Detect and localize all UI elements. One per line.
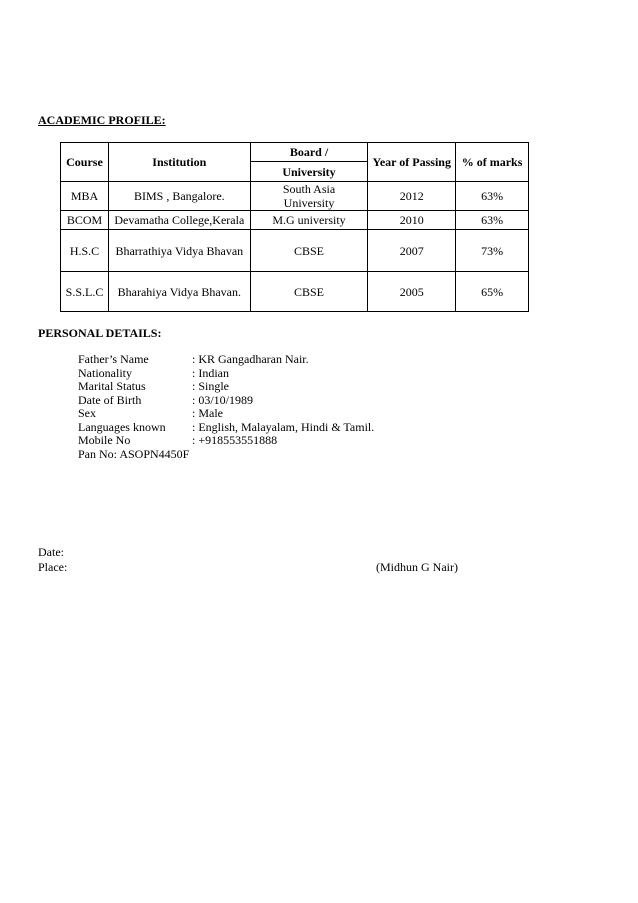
cell-course: BCOM (61, 211, 109, 230)
place-label: Place: (38, 560, 68, 574)
header-year: Year of Passing (368, 143, 456, 182)
detail-value: : KR Gangadharan Nair. (192, 352, 309, 366)
signature-name: (Midhun G Nair) (376, 560, 458, 574)
cell-course: S.S.L.C (61, 272, 109, 312)
cell-year: 2012 (368, 182, 456, 211)
cell-marks: 73% (456, 230, 529, 272)
cell-course: H.S.C (61, 230, 109, 272)
detail-label: Father’s Name (78, 352, 149, 366)
table-row (61, 230, 529, 272)
cell-institution: Bharahiya Vidya Bhavan. (108, 272, 250, 312)
header-university: University (250, 162, 368, 182)
header-marks: % of marks (456, 143, 529, 182)
cell-board-line: University (283, 196, 335, 210)
detail-label: Mobile No (78, 433, 131, 447)
cell-marks: 63% (456, 211, 529, 230)
academic-table (60, 142, 529, 312)
detail-label: Date of Birth (78, 393, 142, 407)
detail-label: Languages known (78, 420, 166, 434)
cell-course: MBA (61, 182, 109, 211)
detail-label: Marital Status (78, 379, 146, 393)
table-row (61, 211, 529, 230)
academic-profile-heading: ACADEMIC PROFILE: (38, 113, 166, 127)
table-row (61, 182, 529, 211)
cell-year: 2007 (368, 230, 456, 272)
cell-board: M.G university (250, 211, 368, 230)
detail-value: : 03/10/1989 (192, 393, 254, 407)
detail-label: Nationality (78, 366, 132, 380)
header-institution: Institution (108, 143, 250, 182)
detail-label: Pan No: ASOPN4450F (78, 447, 190, 461)
detail-value: : +918553551888 (192, 433, 278, 447)
cell-year: 2010 (368, 211, 456, 230)
cell-marks: 63% (456, 182, 529, 211)
header-course: Course (61, 143, 109, 182)
cell-board: CBSE (250, 230, 368, 272)
cell-marks: 65% (456, 272, 529, 312)
cell-institution: Bharrathiya Vidya Bhavan (108, 230, 250, 272)
date-label: Date: (38, 545, 64, 559)
cell-institution: Devamatha College,Kerala (108, 211, 250, 230)
cell-board (250, 182, 368, 211)
cell-board-line: South Asia (282, 182, 336, 196)
detail-value: : Male (192, 406, 223, 420)
detail-value: : Single (192, 379, 230, 393)
detail-label: Sex (78, 406, 96, 420)
detail-value: : English, Malayalam, Hindi & Tamil. (192, 420, 375, 434)
header-board: Board / (250, 143, 368, 162)
cell-institution: BIMS , Bangalore. (108, 182, 250, 211)
cell-board: CBSE (250, 272, 368, 312)
table-header-row (61, 143, 529, 162)
table-row (61, 272, 529, 312)
detail-value: : Indian (192, 366, 229, 380)
cell-year: 2005 (368, 272, 456, 312)
personal-details-heading: PERSONAL DETAILS: (38, 326, 162, 340)
